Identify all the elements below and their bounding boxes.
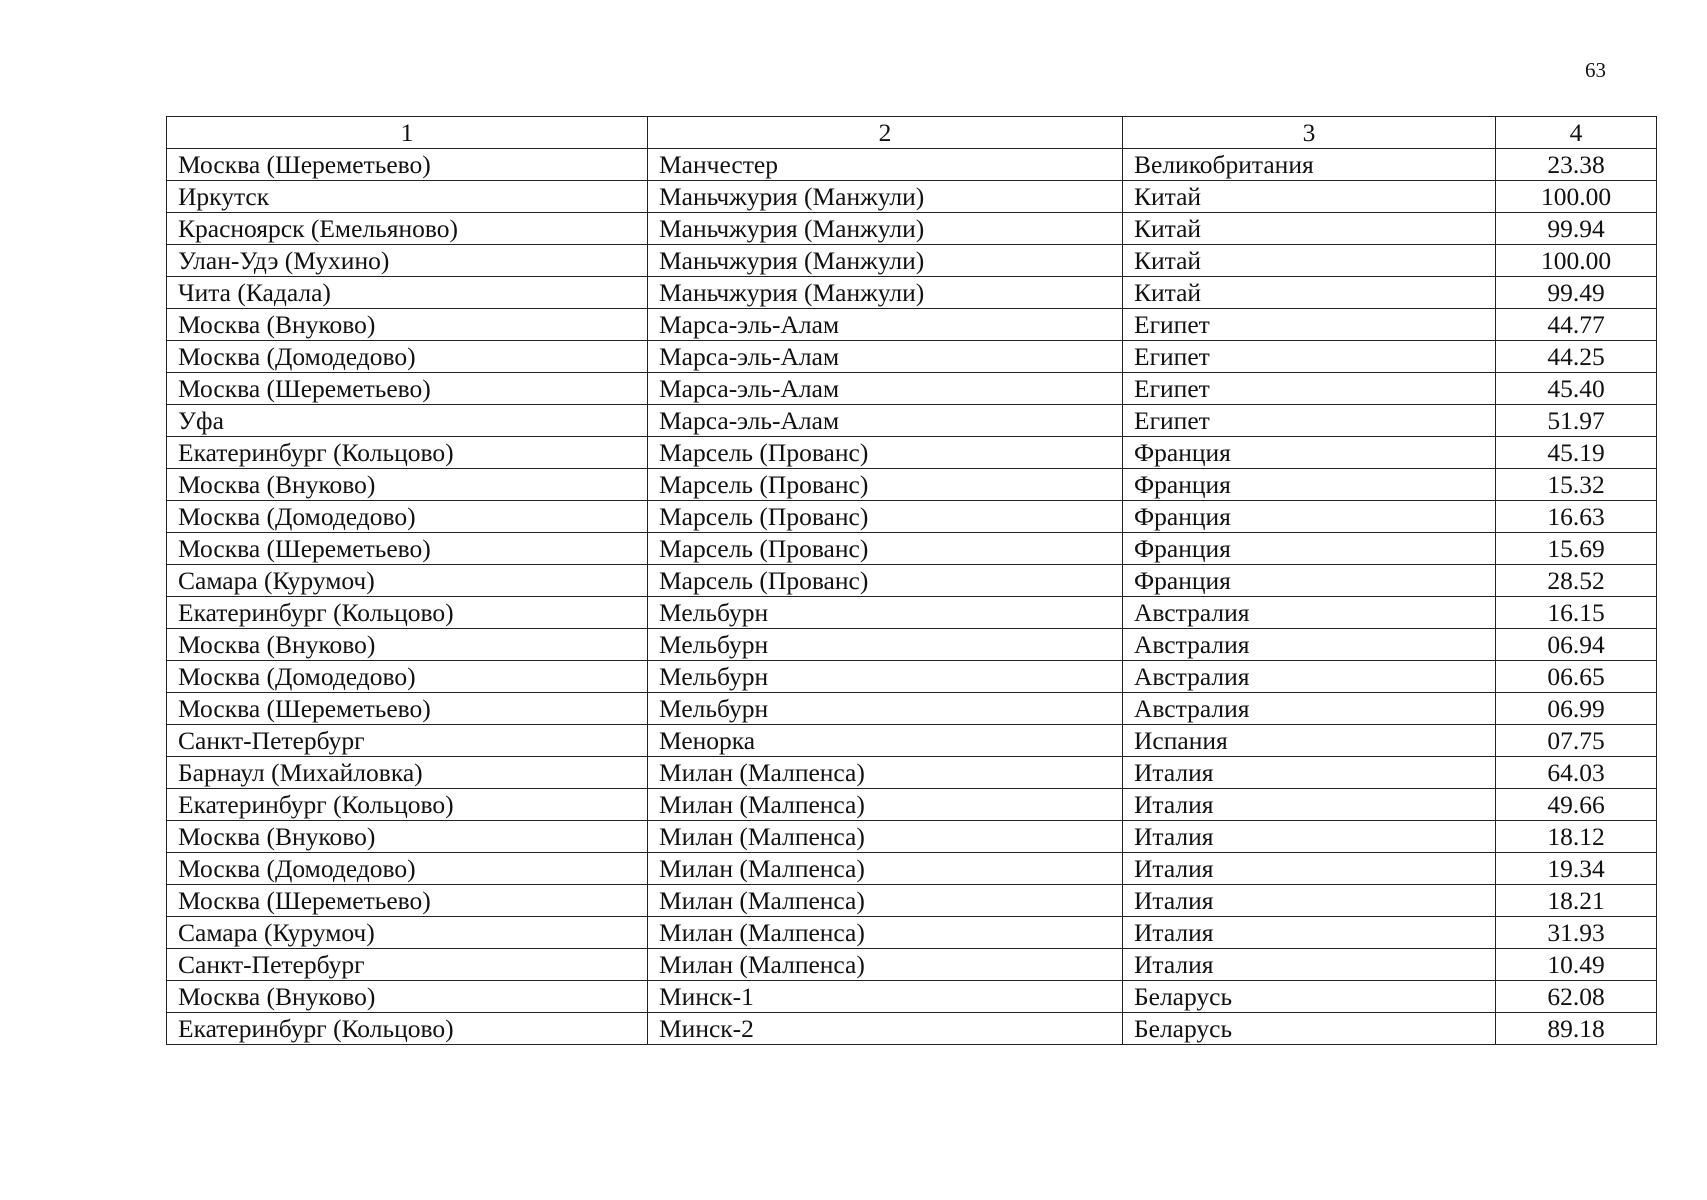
- value-cell: 18.12: [1496, 821, 1657, 853]
- departure-airport-cell: Улан-Удэ (Мухино): [167, 245, 648, 277]
- destination-airport-cell: Манчестер: [648, 149, 1123, 181]
- destination-airport-cell: Милан (Малпенса): [648, 885, 1123, 917]
- value-cell: 06.94: [1496, 629, 1657, 661]
- country-cell: Австралия: [1123, 629, 1496, 661]
- country-cell: Франция: [1123, 469, 1496, 501]
- country-cell: Австралия: [1123, 661, 1496, 693]
- country-cell: Италия: [1123, 757, 1496, 789]
- country-cell: Франция: [1123, 437, 1496, 469]
- country-cell: Италия: [1123, 885, 1496, 917]
- destination-airport-cell: Минск-1: [648, 981, 1123, 1013]
- value-cell: 62.08: [1496, 981, 1657, 1013]
- destination-airport-cell: Милан (Малпенса): [648, 853, 1123, 885]
- value-cell: 06.65: [1496, 661, 1657, 693]
- table-row: [167, 181, 1657, 213]
- value-cell: 15.32: [1496, 469, 1657, 501]
- destination-airport-cell: Марсель (Прованс): [648, 533, 1123, 565]
- table-row: [167, 533, 1657, 565]
- destination-airport-cell: Минск-2: [648, 1013, 1123, 1045]
- table-row: [167, 213, 1657, 245]
- destination-airport-cell: Маньчжурия (Манжули): [648, 277, 1123, 309]
- destination-airport-cell: Милан (Малпенса): [648, 821, 1123, 853]
- country-cell: Беларусь: [1123, 981, 1496, 1013]
- table-row: [167, 949, 1657, 981]
- departure-airport-cell: Москва (Шереметьево): [167, 533, 648, 565]
- departure-airport-cell: Иркутск: [167, 181, 648, 213]
- destination-airport-cell: Милан (Малпенса): [648, 949, 1123, 981]
- table-row: [167, 693, 1657, 725]
- table-row: [167, 373, 1657, 405]
- value-cell: 44.25: [1496, 341, 1657, 373]
- destination-airport-cell: Марсель (Прованс): [648, 565, 1123, 597]
- table-row: [167, 341, 1657, 373]
- country-cell: Египет: [1123, 309, 1496, 341]
- destination-airport-cell: Милан (Малпенса): [648, 789, 1123, 821]
- departure-airport-cell: Москва (Домодедово): [167, 501, 648, 533]
- country-cell: Австралия: [1123, 693, 1496, 725]
- departure-airport-cell: Москва (Домодедово): [167, 341, 648, 373]
- value-cell: 31.93: [1496, 917, 1657, 949]
- table-row: [167, 629, 1657, 661]
- departure-airport-cell: Красноярск (Емельяново): [167, 213, 648, 245]
- column-header-4: 4: [1496, 117, 1657, 149]
- value-cell: 49.66: [1496, 789, 1657, 821]
- value-cell: 23.38: [1496, 149, 1657, 181]
- table-row: [167, 597, 1657, 629]
- country-cell: Франция: [1123, 533, 1496, 565]
- departure-airport-cell: Москва (Домодедово): [167, 661, 648, 693]
- value-cell: 18.21: [1496, 885, 1657, 917]
- departure-airport-cell: Уфа: [167, 405, 648, 437]
- country-cell: Австралия: [1123, 597, 1496, 629]
- value-cell: 19.34: [1496, 853, 1657, 885]
- value-cell: 45.19: [1496, 437, 1657, 469]
- page-number: 63: [1585, 58, 1606, 82]
- value-cell: 100.00: [1496, 245, 1657, 277]
- value-cell: 07.75: [1496, 725, 1657, 757]
- departure-airport-cell: Санкт-Петербург: [167, 725, 648, 757]
- value-cell: 100.00: [1496, 181, 1657, 213]
- table-row: [167, 309, 1657, 341]
- destination-airport-cell: Марса-эль-Алам: [648, 309, 1123, 341]
- table-row: [167, 437, 1657, 469]
- value-cell: 51.97: [1496, 405, 1657, 437]
- destination-airport-cell: Маньчжурия (Манжули): [648, 213, 1123, 245]
- table-row: [167, 565, 1657, 597]
- value-cell: 16.15: [1496, 597, 1657, 629]
- departure-airport-cell: Екатеринбург (Кольцово): [167, 597, 648, 629]
- table-row: [167, 725, 1657, 757]
- table-row: [167, 1013, 1657, 1045]
- country-cell: Испания: [1123, 725, 1496, 757]
- departure-airport-cell: Екатеринбург (Кольцово): [167, 789, 648, 821]
- table-row: [167, 501, 1657, 533]
- value-cell: 15.69: [1496, 533, 1657, 565]
- departure-airport-cell: Москва (Шереметьево): [167, 885, 648, 917]
- table-row: [167, 245, 1657, 277]
- routes-table: [166, 116, 1657, 1045]
- destination-airport-cell: Милан (Малпенса): [648, 757, 1123, 789]
- column-header-3: 3: [1123, 117, 1496, 149]
- destination-airport-cell: Марсель (Прованс): [648, 437, 1123, 469]
- country-cell: Великобритания: [1123, 149, 1496, 181]
- country-cell: Италия: [1123, 917, 1496, 949]
- departure-airport-cell: Москва (Внуково): [167, 469, 648, 501]
- departure-airport-cell: Самара (Курумоч): [167, 565, 648, 597]
- destination-airport-cell: Мельбурн: [648, 693, 1123, 725]
- departure-airport-cell: Чита (Кадала): [167, 277, 648, 309]
- table-row: [167, 885, 1657, 917]
- country-cell: Китай: [1123, 213, 1496, 245]
- table-row: [167, 821, 1657, 853]
- destination-airport-cell: Маньчжурия (Манжули): [648, 181, 1123, 213]
- departure-airport-cell: Москва (Внуково): [167, 821, 648, 853]
- departure-airport-cell: Москва (Внуково): [167, 309, 648, 341]
- table-header-row: [167, 117, 1657, 149]
- destination-airport-cell: Мельбурн: [648, 661, 1123, 693]
- departure-airport-cell: Самара (Курумоч): [167, 917, 648, 949]
- value-cell: 64.03: [1496, 757, 1657, 789]
- column-header-1: 1: [167, 117, 648, 149]
- destination-airport-cell: Мельбурн: [648, 597, 1123, 629]
- destination-airport-cell: Марса-эль-Алам: [648, 405, 1123, 437]
- country-cell: Китай: [1123, 245, 1496, 277]
- country-cell: Франция: [1123, 565, 1496, 597]
- column-header-2: 2: [648, 117, 1123, 149]
- value-cell: 44.77: [1496, 309, 1657, 341]
- table-row: [167, 853, 1657, 885]
- destination-airport-cell: Марса-эль-Алам: [648, 373, 1123, 405]
- value-cell: 06.99: [1496, 693, 1657, 725]
- value-cell: 89.18: [1496, 1013, 1657, 1045]
- country-cell: Китай: [1123, 277, 1496, 309]
- country-cell: Египет: [1123, 373, 1496, 405]
- country-cell: Италия: [1123, 789, 1496, 821]
- departure-airport-cell: Москва (Внуково): [167, 629, 648, 661]
- table-row: [167, 757, 1657, 789]
- destination-airport-cell: Маньчжурия (Манжули): [648, 245, 1123, 277]
- country-cell: Франция: [1123, 501, 1496, 533]
- table-body: [167, 149, 1657, 1045]
- table-row: [167, 405, 1657, 437]
- destination-airport-cell: Менорка: [648, 725, 1123, 757]
- country-cell: Италия: [1123, 853, 1496, 885]
- value-cell: 10.49: [1496, 949, 1657, 981]
- departure-airport-cell: Барнаул (Михайловка): [167, 757, 648, 789]
- value-cell: 99.94: [1496, 213, 1657, 245]
- country-cell: Египет: [1123, 341, 1496, 373]
- country-cell: Италия: [1123, 949, 1496, 981]
- departure-airport-cell: Санкт-Петербург: [167, 949, 648, 981]
- table-row: [167, 917, 1657, 949]
- departure-airport-cell: Екатеринбург (Кольцово): [167, 437, 648, 469]
- destination-airport-cell: Мельбурн: [648, 629, 1123, 661]
- destination-airport-cell: Марсель (Прованс): [648, 501, 1123, 533]
- value-cell: 45.40: [1496, 373, 1657, 405]
- country-cell: Беларусь: [1123, 1013, 1496, 1045]
- destination-airport-cell: Марсель (Прованс): [648, 469, 1123, 501]
- country-cell: Египет: [1123, 405, 1496, 437]
- table-row: [167, 661, 1657, 693]
- destination-airport-cell: Милан (Малпенса): [648, 917, 1123, 949]
- departure-airport-cell: Москва (Шереметьево): [167, 693, 648, 725]
- departure-airport-cell: Москва (Домодедово): [167, 853, 648, 885]
- table-row: [167, 277, 1657, 309]
- departure-airport-cell: Екатеринбург (Кольцово): [167, 1013, 648, 1045]
- value-cell: 99.49: [1496, 277, 1657, 309]
- table-row: [167, 149, 1657, 181]
- table-row: [167, 981, 1657, 1013]
- destination-airport-cell: Марса-эль-Алам: [648, 341, 1123, 373]
- value-cell: 16.63: [1496, 501, 1657, 533]
- departure-airport-cell: Москва (Внуково): [167, 981, 648, 1013]
- value-cell: 28.52: [1496, 565, 1657, 597]
- departure-airport-cell: Москва (Шереметьево): [167, 149, 648, 181]
- departure-airport-cell: Москва (Шереметьево): [167, 373, 648, 405]
- table-row: [167, 469, 1657, 501]
- country-cell: Китай: [1123, 181, 1496, 213]
- table-row: [167, 789, 1657, 821]
- country-cell: Италия: [1123, 821, 1496, 853]
